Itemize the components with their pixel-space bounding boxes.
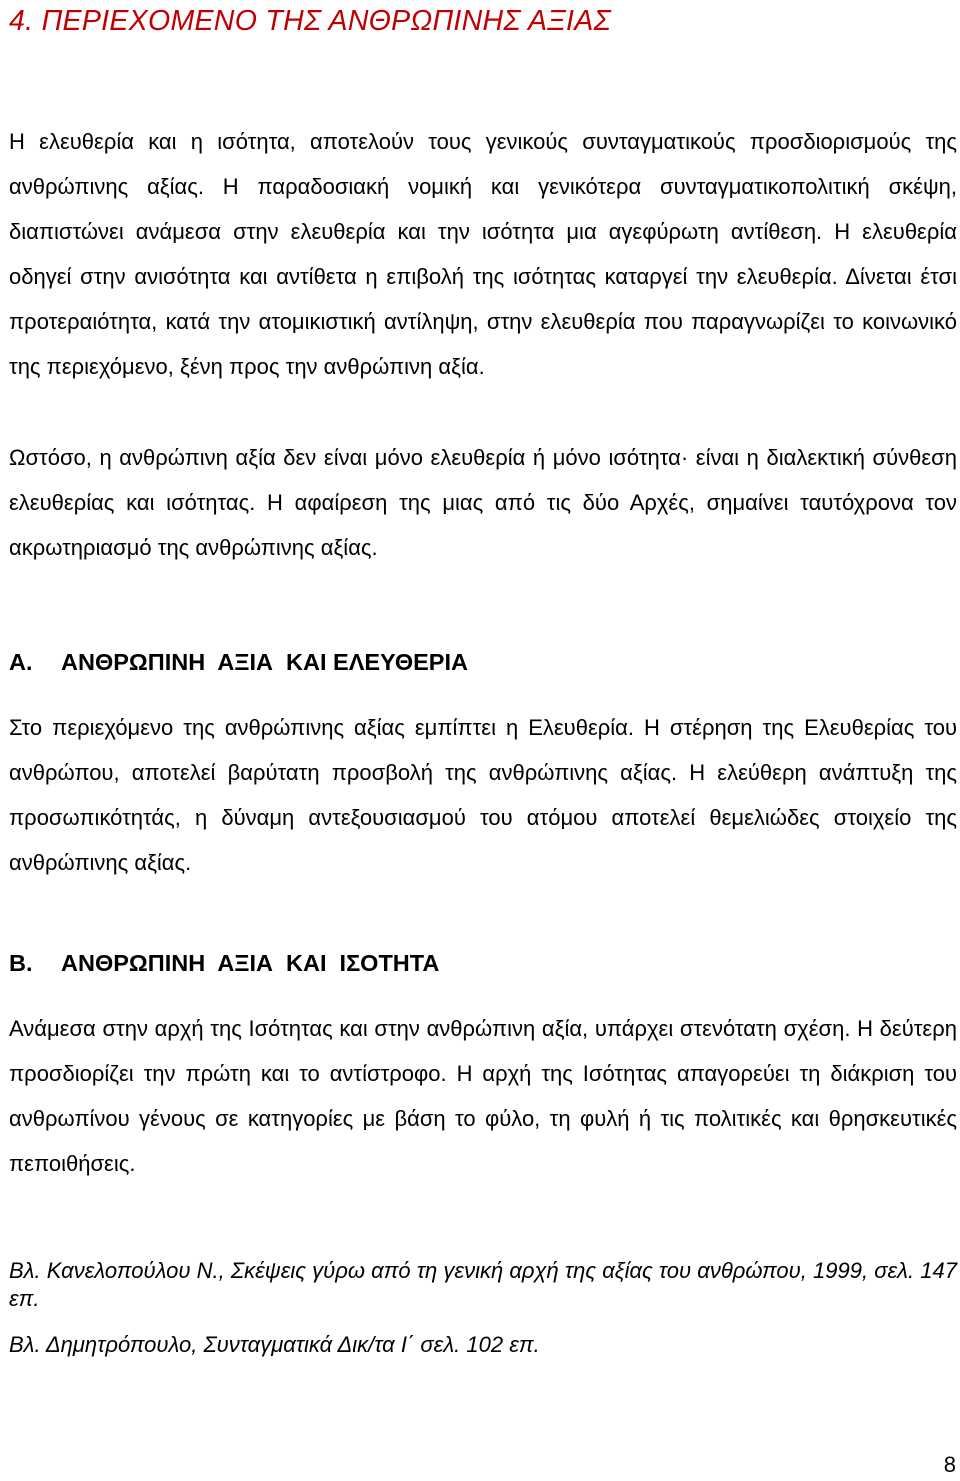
chapter-title: 4. ΠΕΡΙΕΧΟΜΕΝΟ ΤΗΣ ΑΝΘΡΩΠΙΝΗΣ ΑΞΙΑΣ: [9, 5, 611, 37]
section-b-paragraph: Ανάμεσα στην αρχή της Ισότητας και στην ανθρώπινη αξία, υπάρχει στενότατη σχέση. Η δεύτερη προσδιορίζει την πρώτη και το αντίστροφο. Η αρχή της Ισότητας απαγορεύει τη διάκριση του ανθρωπίνου γένους σε κατηγορίες με βάση το φύλο, τη φυλή ή τις πολιτικές και θρησκευτικές πεποιθήσεις.: [9, 1016, 957, 1176]
section-a-paragraph: Στο περιεχόμενο της ανθρώπινης αξίας εμπίπτει η Ελευθερία. Η στέρηση της Ελευθερίας του ανθρώπου, αποτελεί βαρύτατη προσβολή της ανθρώπινης αξίας. Η ελεύθερη ανάπτυξη της προσωπικότητάς, η δύναμη αντεξουσιασμού του ατόμου αποτελεί θεμελιώδες στοιχείο της ανθρώπινης αξίας.: [9, 715, 957, 875]
intro-paragraph-1: Η ελευθερία και η ισότητα, αποτελούν τους γενικούς συνταγματικούς προσδιορισμούς της ανθρώπινης αξίας. Η παραδοσιακή νομική και γενικότερα συνταγματικοπολιτική σκέψη, διαπιστώνει ανάμεσα στην ελευθερία και την ισότητα μια αγεφύρωτη αντίθεση. Η ελευθερία οδηγεί στην ανισότητα και αντίθετα η επιβολή της ισότητας καταργεί την ελευθερία. Δίνεται έτσι προτεραιότητα, κατά την ατομικιστική αντίληψη, στην ελευθερία που παραγνωρίζει το κοινωνικό της περιεχόμενο, ξένη προς την ανθρώπινη αξία.: [9, 129, 957, 379]
section-a-heading: [9, 647, 957, 677]
section-a-title: ΑΝΘΡΩΠΙΝΗ ΑΞΙΑ ΚΑΙ ΕΛΕΥΘΕΡΙΑ: [61, 649, 468, 675]
page-number: 8: [943, 1452, 956, 1477]
intro-paragraph-2: Ωστόσο, η ανθρώπινη αξία δεν είναι μόνο ελευθερία ή μόνο ισότητα· είναι η διαλεκτική σύνθεση ελευθερίας και ισότητας. Η αφαίρεση της μιας από τις δύο Αρχές, σημαίνει ταυτόχρονα τον ακρωτηριασμό της ανθρώπινης αξίας.: [9, 445, 957, 560]
section-b-letter: Β.: [9, 950, 33, 976]
references: [9, 1257, 957, 1359]
document-page: [9, 0, 957, 1359]
reference-1: Βλ. Κανελοπούλου Ν., Σκέψεις γύρω από τη γενική αρχή της αξίας του ανθρώπου, 1999, σελ. 147 επ.: [9, 1258, 957, 1311]
section-b-title: ΑΝΘΡΩΠΙΝΗ ΑΞΙΑ ΚΑΙ ΙΣΟΤΗΤΑ: [61, 950, 440, 976]
section-b-heading: [9, 948, 957, 978]
reference-2: Βλ. Δημητρόπουλο, Συνταγματικά Δικ/τα Ι΄ σελ. 102 επ.: [9, 1332, 540, 1357]
section-a-letter: Α.: [9, 649, 33, 675]
